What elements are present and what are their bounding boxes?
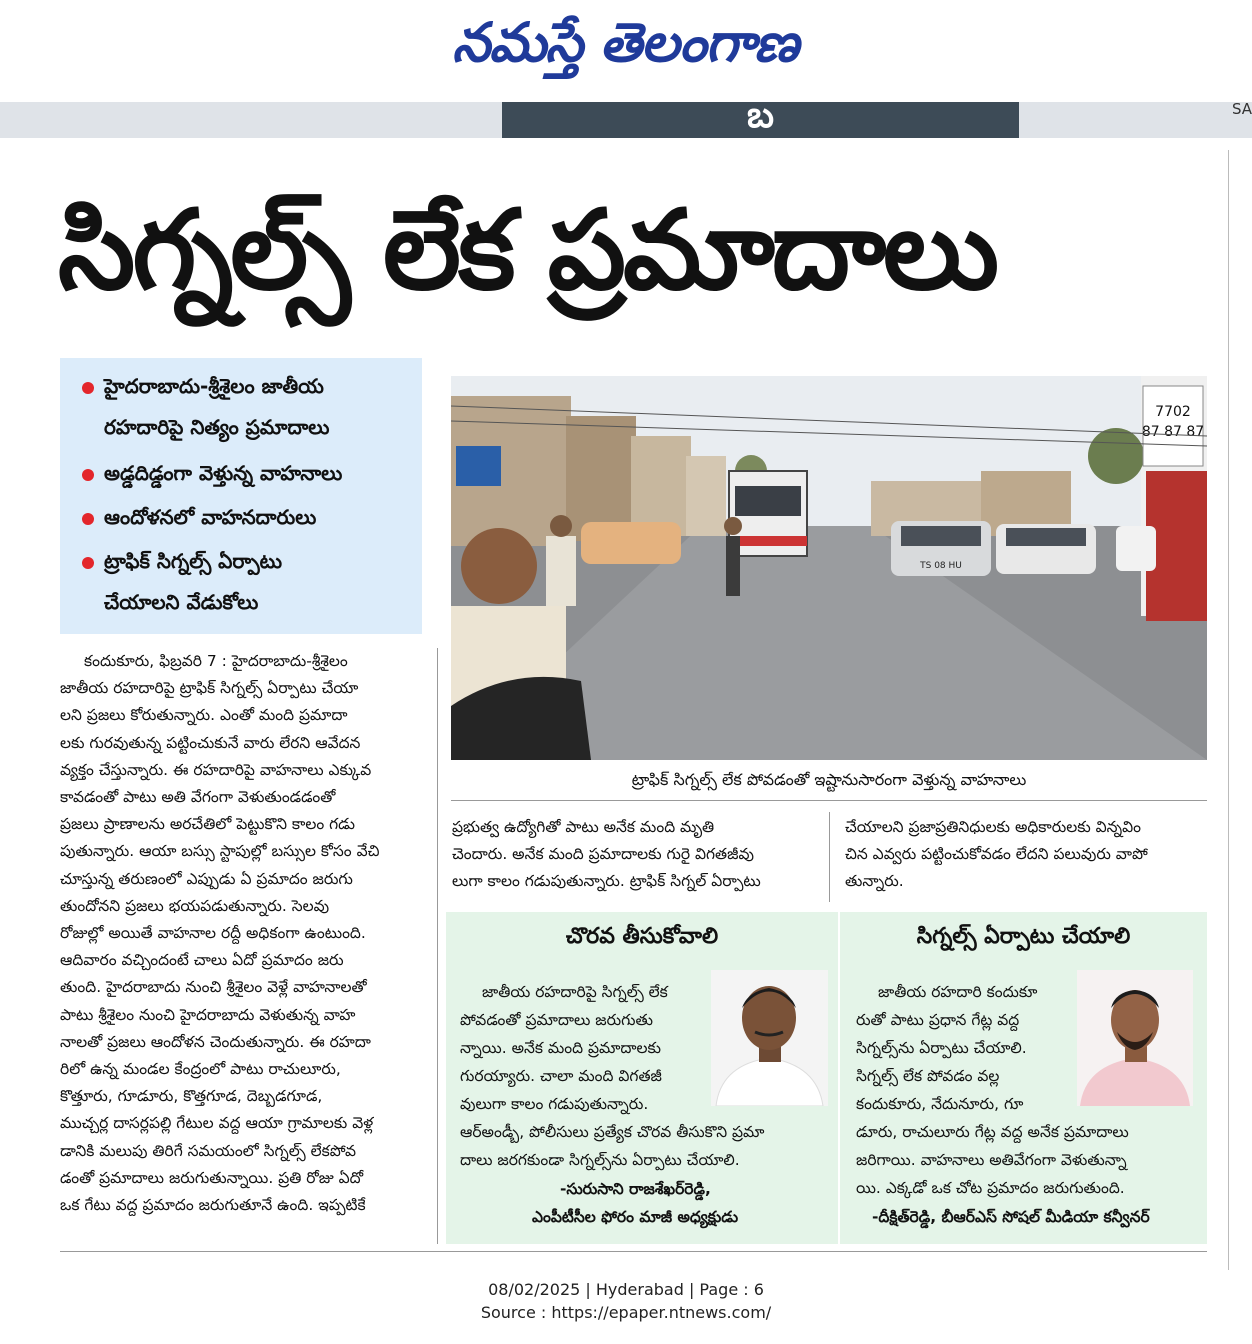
photo-caption: ట్రాఫిక్ సిగ్నల్స్ లేక పోవడంతో ఇష్టానుసారంగా వెళ్తున్న వాహనాలు [631,770,1027,789]
quote-line: న్నాయి. అనేక మంది ప్రమాదాలకు [460,1039,661,1057]
quote-box-1-signature-name: -సురుసాని రాజశేఖర్‌రెడ్డి, [560,1180,711,1198]
quote-line: జాతీయ రహదారిపై సిగ్నల్స్ లేక [482,983,668,1001]
quote-box-1-text-short [460,978,704,1118]
quote-line: పోవడంతో ప్రమాదాలు జరుగుతు [460,1011,653,1029]
article-line: పుతున్నారు. ఆయా బస్సు స్టాపుల్లో బస్సుల కోసం వేచి [60,842,380,861]
right-crop-line [1228,150,1229,1270]
portrait-photo-1 [711,970,828,1106]
article-line: జాతీయ రహదారిపై ట్రాఫిక్ సిగ్నల్స్ ఏర్పాటు చేయా [60,679,359,698]
billboard-number-1: 7702 [1155,404,1191,420]
quote-line: డూరు, రాచులూరు గేట్ల వద్ద అనేక ప్రమాదాలు [856,1123,1129,1141]
article-line: కొత్తూరు, గూడూరు, కొత్తగూడ, దెబ్బడగూడ, [60,1087,323,1106]
bullet-dot-icon [82,469,94,481]
footer-source: Source : https://epaper.ntnews.com/ [480,1303,772,1322]
car-plate: TS 08 HU [920,561,962,571]
article-column-1 [60,648,423,1219]
billboard-number-2: 87 87 87 [1141,424,1205,440]
highlight-item: ఆందోళనలో వాహనదారులు [82,497,316,537]
quote-line: దాలు జరగకుండా సిగ్నల్స్‌ను ఏర్పాటు చేయాలి. [460,1151,740,1169]
article-line: ముచ్చర్ల దాసర్లపల్లి గేటుల వద్ద ఆయా గ్రామాలకు వెళ్ల [60,1114,374,1133]
quote-box-1-title: చొరవ తీసుకోవాలి [565,924,719,949]
article-line: చిన ఎవ్వరు పట్టించుకోవడం లేదని పలువురు వాపో [845,845,1148,864]
article-line: చేయాలని ప్రజాప్రతినిధులకు అధికారులకు విన్నవిం [845,818,1142,836]
footer-date-page: 08/02/2025 | Hyderabad | Page : 6 [488,1280,764,1299]
bullet-dot-icon [82,513,94,525]
article-column-2 [452,814,814,896]
bullet-dot-icon [82,382,94,394]
article-line: లుగా కాలం గడుపుతున్నారు. ట్రాఫిక్ సిగ్నల్ ఏర్పాటు [452,872,761,891]
column-divider-1 [437,648,438,1244]
street-scene-illustration [451,376,1207,760]
headline: సిగ్నల్స్ లేక ప్రమాదాలు [58,186,997,314]
street-photo [451,376,1207,760]
article-line: ప్రజలు ప్రాణాలను అరచేతిలో పెట్టుకొని కాలం గడు [60,815,356,834]
quote-line: వులుగా కాలం గడుపుతున్నారు. [460,1095,649,1113]
article-line: ప్రభుత్వ ఉద్యోగితో పాటు అనేక మంది మృతి [452,818,715,836]
quote-line: కందుకూరు, నేదునూరు, గూ [856,1095,1024,1113]
article-line: లని ప్రజలు కోరుతున్నారు. ఎంతో మంది ప్రమాదా [60,706,348,725]
article-line: చెందారు. అనేక మంది ప్రమాదాలకు గురై విగతజీవు [452,845,754,864]
quote-box-2-signature: -దీక్షిత్‌రెడ్డి, బీఆర్ఎస్ సోషల్ మీడియా కన్వీనర్ [872,1208,1150,1226]
highlights-box [60,358,422,634]
article-line: రోజుల్లో అయితే వాహనాల రద్దీ అధికంగా ఉంటుంది. [60,924,366,943]
article-line: ఆదివారం వచ్చిందంటే చాలు ఏదో ప్రమాదం జరు [60,951,344,970]
quote-line: సిగ్నల్స్ లేక పోవడం వల్ల [856,1067,1000,1085]
newspaper-logo: నమస్తే తెలంగాణ [452,11,798,74]
quote-line: రుతో పాటు ప్రధాన గేట్ల వద్ద [856,1011,1020,1029]
quote-box-2-text-short [856,978,1068,1118]
quote-line: జరిగాయి. వాహనాలు అతివేగంగా వెళుతున్నా [856,1151,1127,1169]
quote-box-1-signature-role: ఎంపీటీసీల ఫోరం మాజీ అధ్యక్షుడు [532,1208,739,1226]
article-line: పాటు శ్రీశైలం నుంచి హైదరాబాదు వెళుతున్న వాహ [60,1005,356,1024]
highlight-item-continued: రహదారిపై నిత్యం ప్రమాదాలు [104,415,330,439]
article-line: కందుకూరు, ఫిబ్రవరి 7 : హైదరాబాదు-శ్రీశైలం [84,652,348,670]
highlight-item: ట్రాఫిక్ సిగ్నల్స్ ఏర్పాటు [82,541,282,581]
article-line: ఒక గేటు వద్ద ప్రమాదం జరుగుతూనే ఉంది. ఇప్పటికే [60,1196,366,1215]
quote-box-1-text-full [460,1118,828,1174]
quote-box-2-title: సిగ్నల్స్ ఏర్పాటు చేయాలి [916,924,1131,949]
quote-line: యి. ఎక్కడో ఒక చోట ప్రమాదం జరుగుతుంది. [856,1179,1125,1197]
article-line: తున్నారు. [845,872,904,891]
quote-line: గురయ్యారు. చాలా మంది విగతజీ [460,1067,662,1085]
bullet-dot-icon [82,557,94,569]
article-line: చూస్తున్న తరుణంలో ఎప్పుడు ఏ ప్రమాదం జరుగు [60,869,353,888]
section-band-letter: బ [746,95,774,136]
article-line: డానికి మలుపు తిరిగే సమయంలో సిగ్నల్స్ లేకపోవ [60,1141,357,1160]
highlight-item-continued: చేయాలని వేడుకోలు [104,590,259,614]
section-band-right-text: SA [1231,100,1252,118]
article-line: తుందోనని ప్రజలు భయపడుతున్నారు. సెలవు [60,896,330,915]
caption-divider [451,800,1207,801]
article-line: తుంది. హైదరాబాదు నుంచి శ్రీశైలం వెళ్లే వాహనాలతో [60,978,367,997]
article-line: కావడంతో పాటు అతి వేగంగా వెళుతుండడంతో [60,788,336,807]
quote-line: సిగ్నల్స్‌ను ఏర్పాటు చేయాలి. [856,1039,1027,1057]
article-line: వ్యక్తం చేస్తున్నారు. ఈ రహదారిపై వాహనాలు ఎక్కువ [60,760,372,779]
article-column-3 [845,814,1207,896]
article-line: లకు గురవుతున్న పట్టించుకునే వారు లేరని ఆవేదన [60,733,361,752]
quote-line: ఆర్అండ్బీ, పోలీసులు ప్రత్యేక చొరవ తీసుకొని ప్రమా [460,1123,765,1141]
article-line: రిలో ఉన్న మండల కేంద్రంలో పాటు రాచులూరు, [60,1060,341,1079]
quote-box-2-text-full [856,1118,1194,1202]
article-line: డంతో ప్రమాదాలు జరుగుతున్నాయి. ప్రతి రోజు ఏదో [60,1168,364,1187]
highlight-item: హైదరాబాదు-శ్రీశైలం జాతీయ [82,366,324,406]
quote-line: జాతీయ రహదారి కందుకూ [878,983,1038,1001]
article-line: నాలతో ప్రజలు ఆందోళన చెందుతున్నారు. ఈ రహదా [60,1032,371,1051]
masthead [0,0,1252,100]
column-divider-2 [829,812,830,902]
bottom-divider [60,1251,1207,1252]
highlight-item: అడ్డదిడ్డంగా వెళ్తున్న వాహనాలు [82,453,342,493]
portrait-photo-2 [1077,970,1193,1106]
